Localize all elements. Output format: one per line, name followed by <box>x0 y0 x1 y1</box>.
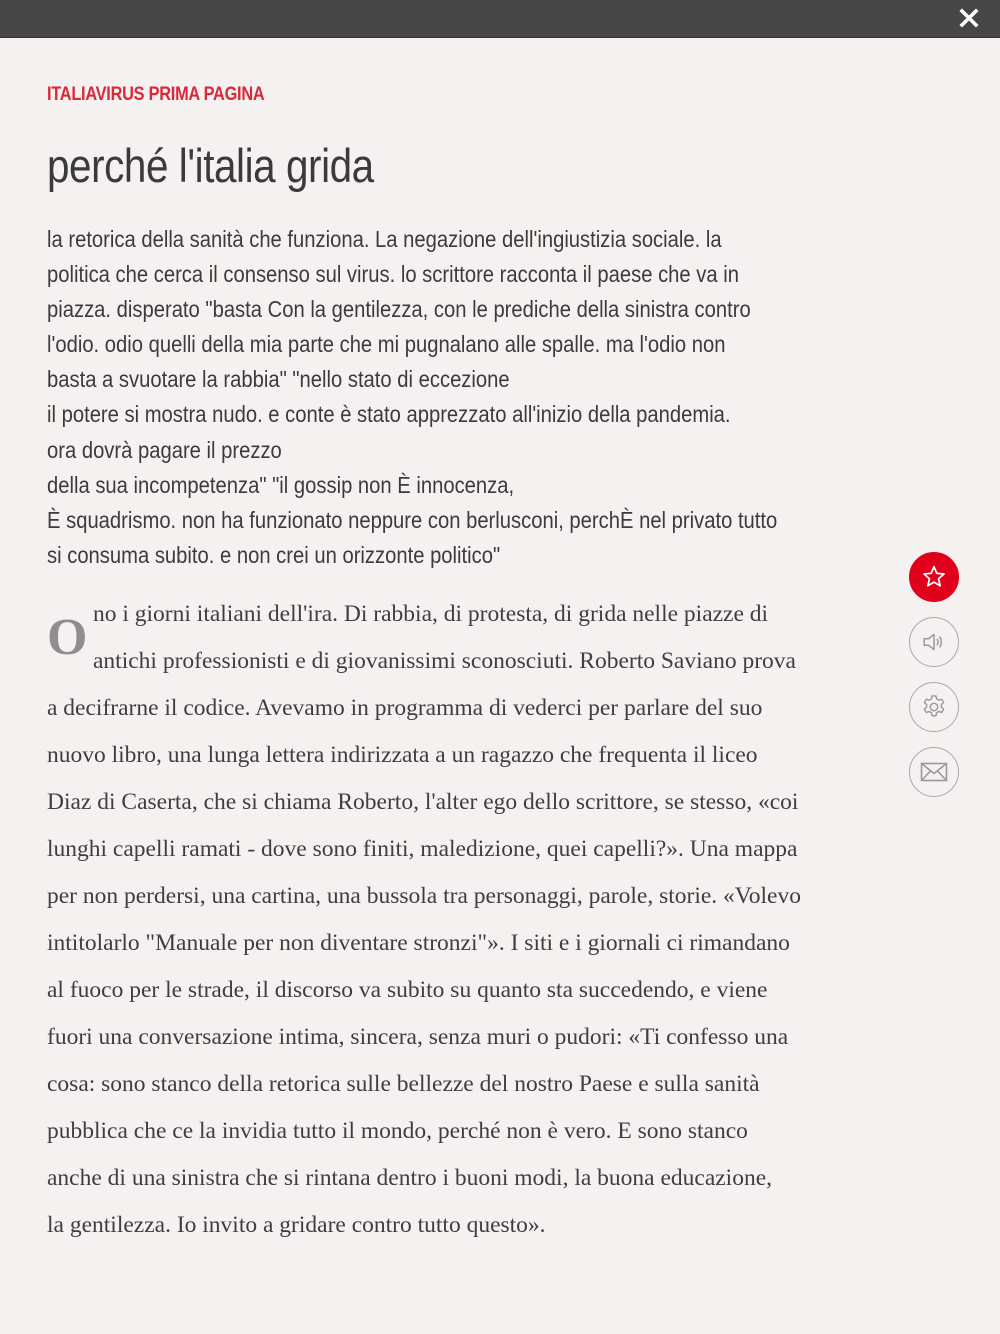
body-line: al fuoco per le strade, il discorso va subito su quanto sta succedendo, e viene <box>47 976 768 1003</box>
article-body <box>47 591 892 1249</box>
summary-line: la retorica della sanità che funziona. La negazione dell'ingiustizia sociale. la <box>47 226 722 252</box>
drop-cap: O <box>47 608 88 666</box>
summary-line: piazza. disperato "basta Con la gentilezza, con le prediche della sinistra contro <box>47 296 751 323</box>
summary-line: il potere si mostra nudo. e conte è stato apprezzato all'inizio della pandemia. <box>47 401 731 428</box>
body-line: antichi professionisti e di giovanissimi sconosciuti. Roberto Saviano prova <box>93 647 796 674</box>
body-line: la gentilezza. Io invito a gridare contro tutto questo». <box>47 1211 546 1238</box>
side-action-bar <box>909 552 961 812</box>
audio-button[interactable] <box>909 617 959 667</box>
summary-line: l'odio. odio quelli della mia parte che mi pugnalano alle spalle. ma l'odio non <box>47 331 726 358</box>
email-button[interactable] <box>909 747 959 797</box>
star-icon <box>921 564 947 590</box>
body-line: per non perdersi, una cartina, una bussola tra personaggi, parole, storie. «Volevo <box>47 882 801 909</box>
summary-line: della sua incompetenza" "il gossip non È innocenza, <box>47 471 515 498</box>
article-kicker: ITALIAVIRUS PRIMA PAGINA <box>47 84 265 105</box>
summary-line: ora dovrà pagare il prezzo <box>47 436 282 463</box>
article-title: perché l'italia grida <box>47 139 374 192</box>
body-line: no i giorni italiani dell'ira. Di rabbia, di protesta, di grida nelle piazze di <box>93 600 769 627</box>
speaker-icon <box>921 629 947 655</box>
close-button[interactable] <box>958 7 980 29</box>
summary-line: basta a svuotare la rabbia" "nello stato di eccezione <box>47 366 510 393</box>
favorite-button[interactable] <box>909 552 959 602</box>
mail-icon <box>919 760 949 784</box>
article <box>47 82 892 1249</box>
body-line: anche di una sinistra che si rintana dentro i buoni modi, la buona educazione, <box>47 1164 773 1191</box>
body-line: a decifrarne il codice. Avevamo in programma di vederci per parlare del suo <box>47 694 763 721</box>
body-line: cosa: sono stanco della retorica sulle bellezze del nostro Paese e sulla sanità <box>47 1070 760 1097</box>
body-line: lunghi capelli ramati - dove sono finiti, maledizione, quei capelli?». Una mappa <box>47 835 798 862</box>
top-bar <box>0 0 1000 38</box>
body-line: Diaz di Caserta, che si chiama Roberto, l'alter ego dello scrittore, se stesso, «coi <box>47 788 799 815</box>
body-line: intitolarlo "Manuale per non diventare stronzi"». I siti e i giornali ci rimandano <box>47 929 790 956</box>
article-summary <box>47 222 898 573</box>
close-icon <box>958 7 980 29</box>
summary-line: politica che cerca il consenso sul virus. lo scrittore racconta il paese che va in <box>47 261 739 288</box>
settings-button[interactable] <box>909 682 959 732</box>
summary-line: si consuma subito. e non crei un orizzonte politico" <box>47 541 501 568</box>
body-line: nuovo libro, una lunga lettera indirizzata a un ragazzo che frequenta il liceo <box>47 741 758 768</box>
body-line: fuori una conversazione intima, sincera, senza muri o pudori: «Ti confesso una <box>47 1023 789 1050</box>
summary-line: È squadrismo. non ha funzionato neppure con berlusconi, perchÈ nel privato tutto <box>47 506 778 533</box>
body-line: pubblica che ce la invidia tutto il mondo, perché non è vero. E sono stanco <box>47 1117 748 1144</box>
gear-icon <box>920 693 948 721</box>
